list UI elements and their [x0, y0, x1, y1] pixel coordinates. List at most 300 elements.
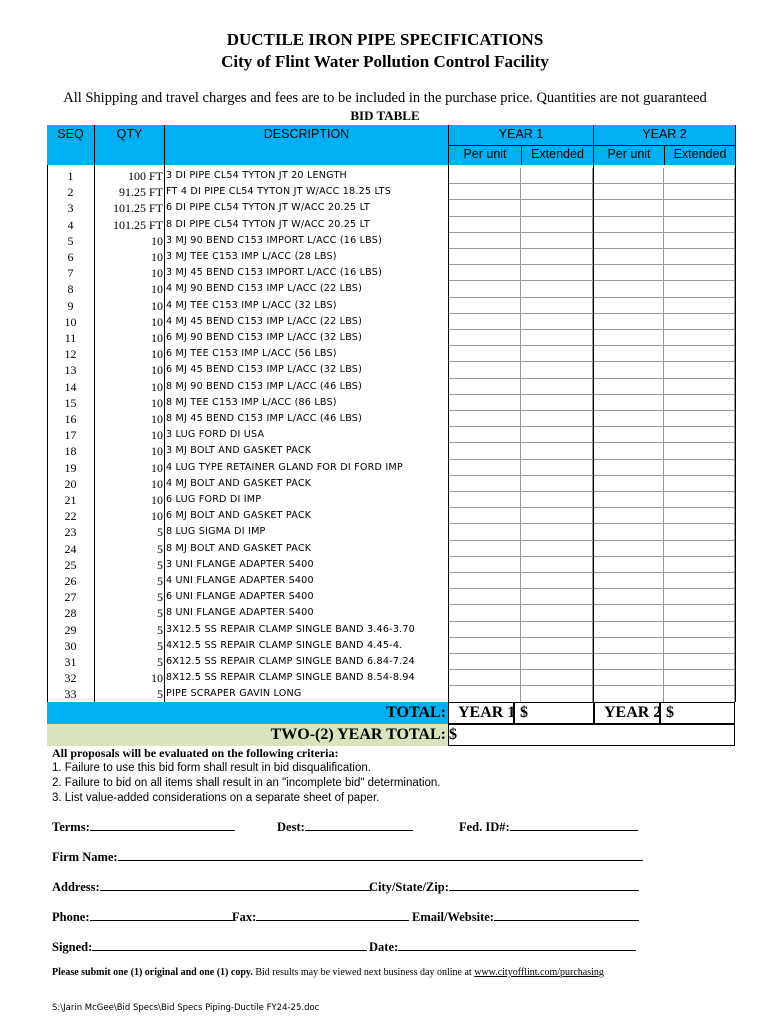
row-seq: 7	[67, 266, 74, 281]
table-row	[47, 524, 448, 540]
year2-per-unit-cell[interactable]	[594, 281, 664, 297]
year1-per-unit-cell[interactable]	[449, 492, 521, 508]
year2-per-unit-cell[interactable]	[594, 492, 664, 508]
year1-extended-cell[interactable]	[521, 249, 593, 265]
year1-per-unit-cell[interactable]	[449, 541, 521, 557]
row-description: 4 UNI FLANGE ADAPTER S400	[166, 575, 314, 586]
year2-per-unit-cell[interactable]	[594, 427, 664, 443]
address-label: Address:	[52, 880, 100, 894]
year1-per-unit-cell[interactable]	[449, 379, 521, 395]
year2-extended-cell[interactable]	[664, 298, 735, 314]
header-year1: YEAR 1	[498, 127, 544, 141]
year2-extended-cell[interactable]	[664, 443, 735, 459]
year1-per-unit-cell[interactable]	[449, 622, 521, 638]
table-row	[47, 395, 448, 411]
table-row	[47, 686, 448, 702]
year2-extended-cell[interactable]	[664, 622, 735, 638]
year2-extended-cell[interactable]	[664, 265, 735, 281]
year2-per-unit-cell[interactable]	[594, 654, 664, 670]
year1-per-unit-cell[interactable]	[449, 362, 521, 378]
year1-extended-cell[interactable]	[521, 670, 593, 686]
year1-extended-cell[interactable]	[521, 362, 593, 378]
year2-extended-cell[interactable]	[664, 314, 735, 330]
row-qty: 5	[157, 541, 163, 556]
year2-extended-cell[interactable]	[664, 670, 735, 686]
signed-field[interactable]	[52, 938, 367, 955]
city-state-zip-field[interactable]	[369, 878, 639, 895]
year2-per-unit-cell[interactable]	[594, 249, 664, 265]
year2-extended-cell[interactable]	[664, 379, 735, 395]
row-description: 4 MJ BOLT AND GASKET PACK	[166, 477, 312, 489]
header-year2-extended: Extended	[673, 147, 727, 161]
two-year-dollar-sign: $	[449, 726, 457, 743]
year1-per-unit-cell[interactable]	[449, 217, 521, 233]
year2-extended-cell[interactable]	[664, 605, 735, 621]
year2-per-unit-cell[interactable]	[594, 168, 664, 184]
year2-extended-cell[interactable]	[664, 233, 735, 249]
dest-field[interactable]	[277, 818, 413, 835]
table-row	[47, 605, 448, 621]
row-qty: 10	[151, 233, 163, 248]
row-description: 3 UNI FLANGE ADAPTER S400	[166, 558, 314, 570]
year1-per-unit-cell[interactable]	[449, 395, 521, 411]
year2-per-unit-cell[interactable]	[594, 460, 664, 476]
year2-per-unit-cell[interactable]	[594, 233, 664, 249]
header-year2-per-unit: Per unit	[607, 147, 651, 161]
year1-per-unit-cell[interactable]	[449, 330, 521, 346]
year2-extended-cell[interactable]	[664, 573, 735, 589]
row-seq: 22	[64, 509, 77, 524]
year2-extended-cell[interactable]	[664, 686, 735, 702]
year1-extended-cell[interactable]	[521, 395, 593, 411]
year2-per-unit-cell[interactable]	[594, 541, 664, 557]
year2-per-unit-cell[interactable]	[594, 330, 664, 346]
year1-per-unit-cell[interactable]	[449, 589, 521, 605]
total-label: TOTAL:	[386, 704, 446, 721]
row-seq: 12	[64, 347, 77, 362]
year2-per-unit-cell[interactable]	[594, 314, 664, 330]
row-description: 6 MJ 45 BEND C153 IMP L/ACC (32 LBS)	[166, 364, 363, 376]
year2-per-unit-cell[interactable]	[594, 298, 664, 314]
year2-per-unit-cell[interactable]	[594, 686, 664, 702]
row-qty: 10	[151, 493, 163, 507]
year1-per-unit-cell[interactable]	[449, 443, 521, 459]
firm-name-field[interactable]	[52, 848, 643, 865]
year2-extended-cell[interactable]	[664, 217, 735, 233]
fax-label: Fax:	[232, 910, 257, 924]
year1-extended-cell[interactable]	[521, 443, 593, 459]
year1-extended-cell[interactable]	[521, 379, 593, 395]
table-row	[47, 330, 448, 346]
criteria-item: 2. Failure to bid on all items shall result in an "incomplete bid" determination.	[52, 777, 441, 789]
row-description: 8 UNI FLANGE ADAPTER S400	[166, 607, 314, 619]
shipping-note: All Shipping and travel charges and fees are to be included in the purchase price. Quantities are not guaranteed	[63, 90, 707, 106]
row-qty: 10	[151, 331, 163, 345]
row-qty: 10	[151, 428, 163, 443]
row-seq: 33	[64, 687, 77, 702]
row-qty: 101.25 FT	[112, 217, 163, 232]
year2-extended-cell[interactable]	[664, 184, 735, 200]
year2-per-unit-cell[interactable]	[594, 476, 664, 492]
table-header-year2	[594, 125, 735, 165]
row-description: 6 MJ BOLT AND GASKET PACK	[166, 510, 312, 522]
year2-per-unit-cell[interactable]	[594, 200, 664, 216]
row-description: 6 UNI FLANGE ADAPTER S400	[166, 591, 314, 603]
row-description: 8X12.5 SS REPAIR CLAMP SINGLE BAND 8.54-8.94	[166, 672, 415, 684]
year1-per-unit-cell[interactable]	[449, 573, 521, 589]
year2-per-unit-cell[interactable]	[594, 395, 664, 411]
year2-per-unit-cell[interactable]	[594, 622, 664, 638]
table-row	[47, 265, 448, 281]
year1-per-unit-cell[interactable]	[449, 346, 521, 362]
row-seq: 13	[64, 363, 77, 378]
row-seq: 24	[64, 541, 77, 556]
row-description: 8 MJ BOLT AND GASKET PACK	[166, 542, 312, 554]
row-description: 6 LUG FORD DI IMP	[166, 494, 262, 505]
year1-extended-cell[interactable]	[521, 298, 593, 314]
year1-extended-cell[interactable]	[521, 200, 593, 216]
two-year-total-field[interactable]	[448, 724, 735, 746]
row-seq: 4	[67, 217, 74, 232]
table-row	[47, 200, 448, 216]
row-description: 3 LUG FORD DI USA	[166, 429, 265, 441]
row-seq: 25	[64, 557, 77, 572]
table-row	[47, 476, 448, 492]
year2-extended-cell[interactable]	[664, 395, 735, 411]
table-row	[47, 346, 448, 362]
row-seq: 9	[67, 298, 74, 313]
date-label: Date:	[369, 940, 399, 954]
row-description: 4X12.5 SS REPAIR CLAMP SINGLE BAND 4.45-4.	[166, 639, 403, 651]
year1-extended-cell[interactable]	[521, 265, 593, 281]
year1-per-unit-cell[interactable]	[449, 427, 521, 443]
year1-extended-cell[interactable]	[521, 330, 593, 346]
year1-extended-cell[interactable]	[521, 605, 593, 621]
year1-extended-cell[interactable]	[521, 686, 593, 702]
year2-extended-cell[interactable]	[664, 476, 735, 492]
table-row	[47, 443, 448, 459]
row-description: 8 MJ 45 BEND C153 IMP L/ACC (46 LBS)	[166, 413, 363, 424]
year1-extended-cell[interactable]	[521, 281, 593, 297]
year2-per-unit-cell[interactable]	[594, 411, 664, 427]
table-row	[47, 492, 448, 508]
year2-per-unit-cell[interactable]	[594, 589, 664, 605]
table-row	[47, 168, 448, 184]
table-row	[47, 379, 448, 395]
year1-extended-cell[interactable]	[521, 589, 593, 605]
table-row	[47, 281, 448, 297]
year1-extended-cell[interactable]	[521, 638, 593, 654]
email-website-label: Email/Website:	[412, 910, 494, 924]
year1-per-unit-cell[interactable]	[449, 265, 521, 281]
row-qty: 5	[157, 622, 163, 637]
row-qty: 10	[151, 363, 163, 378]
table-row	[47, 460, 448, 476]
table-row	[47, 541, 448, 557]
row-qty: 5	[157, 638, 163, 653]
document-title: DUCTILE IRON PIPE SPECIFICATIONS	[226, 30, 544, 49]
year2-per-unit-cell[interactable]	[594, 605, 664, 621]
row-seq: 14	[64, 379, 77, 394]
row-qty: 10	[151, 476, 163, 491]
row-description: 3 MJ TEE C153 IMP L/ACC (28 LBS)	[166, 251, 337, 262]
year1-per-unit-cell[interactable]	[449, 638, 521, 654]
year1-per-unit-cell[interactable]	[449, 605, 521, 621]
address-field[interactable]	[52, 878, 371, 895]
year1-extended-cell[interactable]	[521, 492, 593, 508]
table-row	[47, 654, 448, 670]
row-qty: 10	[151, 282, 163, 297]
row-description: 6X12.5 SS REPAIR CLAMP SINGLE BAND 6.84-7.24	[166, 656, 415, 667]
row-description: 4 MJ 90 BEND C153 IMP L/ACC (22 LBS)	[166, 283, 363, 295]
fax-field[interactable]	[232, 908, 409, 925]
year1-per-unit-cell[interactable]	[449, 411, 521, 427]
year2-per-unit-cell[interactable]	[594, 217, 664, 233]
criteria-heading: All proposals will be evaluated on the following criteria:	[52, 746, 339, 760]
table-row	[47, 427, 448, 443]
year2-total-label: YEAR 2	[604, 704, 662, 721]
table-row	[47, 362, 448, 378]
row-seq: 17	[64, 428, 77, 443]
year1-dollar-sign: $	[520, 704, 528, 721]
terms-label: Terms:	[52, 820, 90, 834]
row-seq: 2	[67, 185, 74, 200]
dest-label: Dest:	[277, 820, 305, 834]
year2-extended-cell[interactable]	[664, 281, 735, 297]
year1-extended-cell[interactable]	[521, 460, 593, 476]
purchasing-link[interactable]: www.cityofflint.com/purchasing	[474, 967, 604, 978]
row-qty: 5	[157, 606, 163, 621]
year2-extended-cell[interactable]	[664, 200, 735, 216]
criteria-item: 1. Failure to use this bid form shall result in bid disqualification.	[52, 762, 371, 774]
year1-per-unit-cell[interactable]	[449, 460, 521, 476]
submit-text: Bid results may be viewed next business day online at	[252, 967, 475, 978]
row-qty: 10	[151, 412, 163, 426]
year1-total-label: YEAR 1	[458, 704, 516, 721]
table-row	[47, 314, 448, 330]
year2-extended-cell[interactable]	[664, 524, 735, 540]
date-field[interactable]	[369, 938, 636, 955]
year2-extended-cell[interactable]	[664, 589, 735, 605]
table-row	[47, 670, 448, 686]
terms-field[interactable]	[52, 818, 235, 835]
row-qty: 5	[157, 557, 163, 572]
row-description: 6 DI PIPE CL54 TYTON JT W/ACC 20.25 LT	[166, 202, 370, 214]
row-qty: 10	[151, 298, 163, 313]
year1-per-unit-cell[interactable]	[449, 476, 521, 492]
row-seq: 27	[64, 590, 77, 605]
year2-per-unit-cell[interactable]	[594, 265, 664, 281]
year2-extended-cell[interactable]	[664, 411, 735, 427]
header-year1-per-unit: Per unit	[463, 147, 507, 161]
year1-extended-cell[interactable]	[521, 217, 593, 233]
year2-extended-cell[interactable]	[664, 557, 735, 573]
row-description: 8 MJ TEE C153 IMP L/ACC (86 LBS)	[166, 396, 337, 408]
year1-per-unit-cell[interactable]	[449, 168, 521, 184]
row-qty: 10	[151, 379, 163, 394]
year2-extended-cell[interactable]	[664, 508, 735, 524]
row-qty: 5	[157, 687, 163, 702]
year1-extended-cell[interactable]	[521, 541, 593, 557]
table-row	[47, 411, 448, 427]
table-header-left	[47, 125, 448, 165]
year1-per-unit-cell[interactable]	[449, 524, 521, 540]
row-seq: 15	[64, 395, 77, 410]
fed-id-field[interactable]	[459, 818, 638, 835]
row-seq: 8	[67, 282, 74, 297]
row-description: 3 MJ BOLT AND GASKET PACK	[166, 445, 312, 457]
row-seq: 28	[64, 606, 77, 621]
year1-per-unit-cell[interactable]	[449, 298, 521, 314]
row-qty: 10	[151, 509, 163, 524]
year2-extended-cell[interactable]	[664, 638, 735, 654]
year2-per-unit-cell[interactable]	[594, 508, 664, 524]
row-qty: 5	[157, 574, 163, 588]
year1-extended-cell[interactable]	[521, 476, 593, 492]
year2-extended-cell[interactable]	[664, 427, 735, 443]
row-seq: 32	[64, 671, 77, 686]
year1-extended-cell[interactable]	[521, 654, 593, 670]
row-qty: 5	[157, 525, 163, 540]
year1-per-unit-cell[interactable]	[449, 314, 521, 330]
year2-extended-cell[interactable]	[664, 168, 735, 184]
year2-per-unit-cell[interactable]	[594, 184, 664, 200]
year1-extended-cell[interactable]	[521, 314, 593, 330]
row-description: 8 MJ 90 BEND C153 IMP L/ACC (46 LBS)	[166, 380, 363, 392]
row-seq: 11	[64, 331, 77, 345]
row-seq: 23	[64, 525, 77, 540]
table-row	[47, 557, 448, 573]
row-description: 3 DI PIPE CL54 TYTON JT 20 LENGTH	[166, 170, 347, 181]
header-year2: YEAR 2	[642, 127, 687, 141]
year2-extended-cell[interactable]	[664, 654, 735, 670]
year2-extended-cell[interactable]	[664, 492, 735, 508]
row-qty: 10	[151, 250, 163, 264]
year2-per-unit-cell[interactable]	[594, 346, 664, 362]
table-row	[47, 573, 448, 589]
row-seq: 5	[67, 233, 74, 248]
row-description: 8 DI PIPE CL54 TYTON JT W/ACC 20.25 LT	[166, 218, 370, 230]
year2-extended-cell[interactable]	[664, 460, 735, 476]
row-seq: 6	[67, 250, 74, 264]
table-row	[47, 249, 448, 265]
year1-extended-cell[interactable]	[521, 524, 593, 540]
year2-per-unit-cell[interactable]	[594, 573, 664, 589]
year1-extended-cell[interactable]	[521, 573, 593, 589]
row-seq: 31	[64, 655, 77, 669]
year2-extended-cell[interactable]	[664, 330, 735, 346]
year2-per-unit-cell[interactable]	[594, 362, 664, 378]
row-qty: 10	[151, 347, 163, 362]
row-qty: 101.25 FT	[112, 201, 163, 216]
year1-per-unit-cell[interactable]	[449, 281, 521, 297]
row-description: 4 LUG TYPE RETAINER GLAND FOR DI FORD IMP	[166, 461, 403, 473]
year1-extended-cell[interactable]	[521, 411, 593, 427]
criteria-item: 3. List value-added considerations on a separate sheet of paper.	[52, 792, 380, 804]
year2-extended-cell[interactable]	[664, 249, 735, 265]
phone-field[interactable]	[52, 908, 233, 925]
row-qty: 10	[151, 314, 163, 329]
row-qty: 10	[151, 671, 163, 686]
bid-table-title: BID TABLE	[350, 108, 420, 123]
year1-per-unit-cell[interactable]	[449, 654, 521, 670]
header-qty: QTY	[116, 127, 143, 141]
row-seq: 3	[67, 201, 74, 216]
table-row	[47, 638, 448, 654]
row-seq: 19	[64, 460, 77, 475]
email-website-field[interactable]	[412, 908, 639, 925]
city-state-zip-label: City/State/Zip:	[369, 880, 449, 894]
year1-extended-cell[interactable]	[521, 427, 593, 443]
row-seq: 16	[64, 412, 77, 426]
row-qty: 10	[151, 266, 163, 281]
row-qty: 10	[151, 444, 163, 459]
table-row	[47, 217, 448, 233]
row-seq: 29	[64, 622, 77, 637]
year2-per-unit-cell[interactable]	[594, 670, 664, 686]
year2-dollar-sign: $	[666, 704, 674, 721]
year1-extended-cell[interactable]	[521, 168, 593, 184]
row-description: 4 MJ TEE C153 IMP L/ACC (32 LBS)	[166, 299, 337, 311]
year1-extended-cell[interactable]	[521, 346, 593, 362]
year1-extended-cell[interactable]	[521, 184, 593, 200]
year1-per-unit-cell[interactable]	[449, 200, 521, 216]
year2-per-unit-cell[interactable]	[594, 443, 664, 459]
year1-per-unit-cell[interactable]	[449, 670, 521, 686]
year1-extended-cell[interactable]	[521, 508, 593, 524]
table-row	[47, 298, 448, 314]
year1-extended-cell[interactable]	[521, 622, 593, 638]
submit-bold-text: Please submit one (1) original and one (1) copy.	[52, 967, 253, 978]
row-seq: 10	[64, 314, 77, 329]
year2-per-unit-cell[interactable]	[594, 638, 664, 654]
table-row	[47, 622, 448, 638]
row-qty: 5	[157, 655, 163, 669]
row-description: 3 MJ 90 BEND C153 IMPORT L/ACC (16 LBS)	[166, 234, 383, 246]
year1-per-unit-cell[interactable]	[449, 508, 521, 524]
row-qty: 91.25 FT	[118, 185, 163, 200]
criteria-section	[52, 746, 441, 806]
row-seq: 1	[67, 169, 74, 183]
year1-per-unit-cell[interactable]	[449, 184, 521, 200]
table-row	[47, 508, 448, 524]
row-description: PIPE SCRAPER GAVIN LONG	[166, 688, 302, 700]
year2-extended-cell[interactable]	[664, 362, 735, 378]
year1-per-unit-cell[interactable]	[449, 557, 521, 573]
row-seq: 21	[64, 493, 77, 507]
year1-extended-cell[interactable]	[521, 557, 593, 573]
year2-per-unit-cell[interactable]	[594, 524, 664, 540]
year1-per-unit-cell[interactable]	[449, 249, 521, 265]
file-path-footer: S:\Jarin McGee\Bid Specs\Bid Specs Piping-Ductile FY24-25.doc	[52, 1003, 320, 1013]
table-row	[47, 233, 448, 249]
year1-per-unit-cell[interactable]	[449, 686, 521, 702]
row-description: 6 MJ 90 BEND C153 IMP L/ACC (32 LBS)	[166, 332, 363, 343]
row-description: FT 4 DI PIPE CL54 TYTON JT W/ACC 18.25 LTS	[166, 186, 392, 198]
year2-per-unit-cell[interactable]	[594, 379, 664, 395]
firm-name-label: Firm Name:	[52, 850, 118, 864]
signed-label: Signed:	[52, 940, 93, 954]
year2-extended-cell[interactable]	[664, 346, 735, 362]
year1-extended-cell[interactable]	[521, 233, 593, 249]
row-description: 4 MJ 45 BEND C153 IMP L/ACC (22 LBS)	[166, 315, 363, 327]
year1-per-unit-cell[interactable]	[449, 233, 521, 249]
two-year-total-label: TWO-(2) YEAR TOTAL:	[270, 726, 446, 743]
year2-extended-cell[interactable]	[664, 541, 735, 557]
submit-instructions	[52, 967, 604, 978]
table-row	[47, 184, 448, 200]
year2-per-unit-cell[interactable]	[594, 557, 664, 573]
